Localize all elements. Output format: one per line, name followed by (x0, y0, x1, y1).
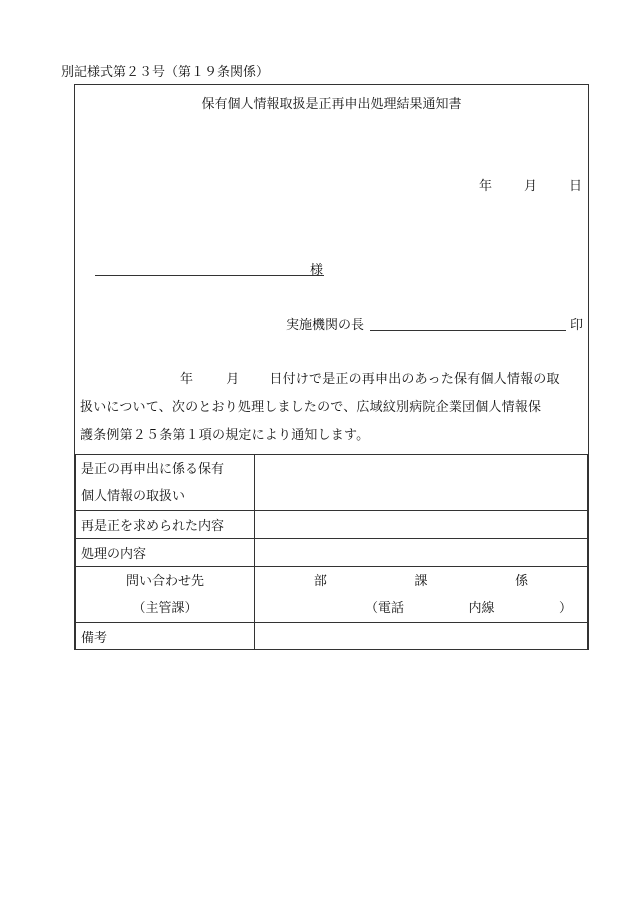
section-label: 課 (414, 573, 428, 589)
addressee-line (95, 257, 324, 276)
table-row (76, 511, 588, 539)
processing-content-value[interactable] (255, 539, 588, 567)
document-title: 保有個人情報取扱是正再申出処理結果通知書 (201, 97, 462, 112)
agency-head-line (370, 314, 566, 331)
phone-close: ） (558, 600, 572, 616)
unit-label: 係 (515, 573, 529, 589)
requested-content-value[interactable] (255, 511, 588, 539)
agency-head-label: 実施機関の長 (286, 318, 365, 333)
notification-form (74, 84, 589, 650)
contact-label: 問い合わせ先 （主管課） (76, 567, 255, 623)
year-label: 年 (478, 179, 492, 194)
dept-label: 部 (313, 573, 327, 589)
handling-value[interactable] (255, 455, 588, 511)
requested-content-label: 再是正を求められた内容 (76, 511, 255, 539)
seal-mark: 印 (570, 318, 584, 333)
table-row (76, 623, 588, 650)
month-label: 月 (523, 179, 537, 194)
addressee-suffix: 様 (310, 263, 324, 278)
phone-label: （電話 (365, 600, 405, 616)
remarks-label: 備考 (76, 623, 255, 650)
table-row (76, 539, 588, 567)
handling-label: 是正の再申出に係る保有 個人情報の取扱い (76, 455, 255, 511)
table-row (76, 455, 588, 511)
table-row (76, 567, 588, 623)
body-line-2: 扱いについて、次のとおり処理しましたので、広域紋別病院企業団個人情報保 (80, 400, 542, 415)
contact-value (255, 567, 588, 623)
issue-date (479, 175, 582, 194)
form-number: 別記様式第２３号（第１９条関係） (61, 65, 270, 80)
extension-label: 内線 (468, 600, 495, 616)
day-label: 日 (568, 179, 582, 194)
details-table (75, 454, 588, 650)
notification-body (80, 366, 585, 450)
remarks-value[interactable] (255, 623, 588, 650)
body-line-3: 護条例第２５条第１項の規定により通知します。 (80, 428, 370, 443)
processing-content-label: 処理の内容 (76, 539, 255, 567)
body-line-1: 年 月 日付けで是正の再申出のあった保有個人情報の取 (180, 372, 560, 387)
